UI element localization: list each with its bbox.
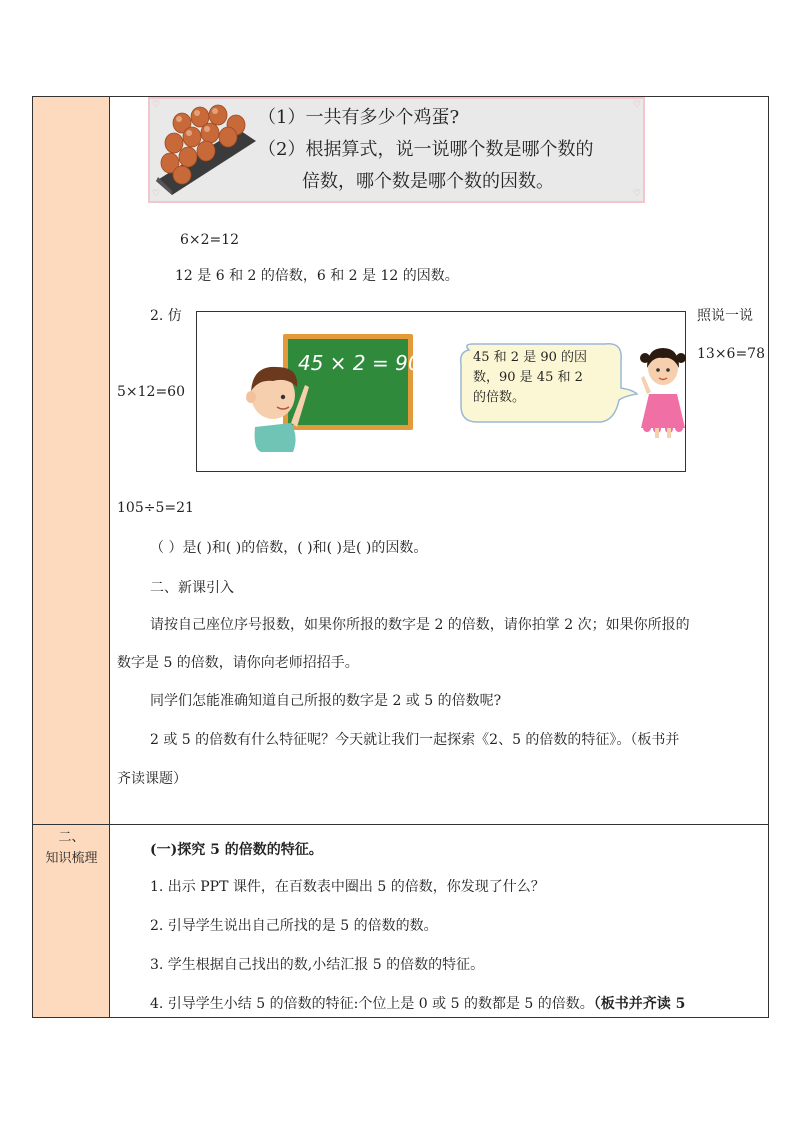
girl-icon bbox=[639, 338, 687, 438]
heart-corner-icon: ♡ bbox=[632, 189, 641, 199]
heart-corner-icon: ♡ bbox=[152, 189, 161, 199]
bubble-line-2: 数，90 是 45 和 2 bbox=[473, 370, 583, 385]
new-lesson-paragraph-3: 2 或 5 的倍数有什么特征呢？今天就让我们一起探索《2、5 的倍数的特征》。（板书并 bbox=[150, 732, 680, 748]
equation-105div5: 105÷5=21 bbox=[117, 500, 194, 516]
egg-question-banner bbox=[148, 97, 645, 203]
egg-question-2-cont: 倍数，哪个数是哪个数的因数。 bbox=[302, 171, 554, 192]
equation-13x6: 13×6=78 bbox=[697, 346, 765, 362]
heart-corner-icon: ♡ bbox=[632, 100, 641, 110]
boy-icon bbox=[243, 357, 313, 452]
imitate-suffix: 照说一说 bbox=[697, 308, 753, 324]
knowledge-item-4-bold: （板书并齐读 5 bbox=[593, 996, 686, 1012]
blackboard-equation: 45 × 2 = 90 bbox=[298, 351, 421, 375]
heart-corner-icon: ♡ bbox=[152, 100, 161, 110]
imitation-illustration bbox=[196, 311, 686, 472]
knowledge-heading: (一)探究 5 的倍数的特征。 bbox=[150, 842, 323, 858]
new-lesson-paragraph-3-cont: 齐读课题） bbox=[117, 771, 187, 787]
section-label-line1: 二、 bbox=[58, 830, 85, 845]
fill-in-blank-sentence: （ ）是( )和( )的倍数，( )和( )是( )的因数。 bbox=[150, 540, 428, 556]
section-label-line2: 知识梳理 bbox=[45, 851, 98, 866]
egg-question-2: （2）根据算式，说一说哪个数是哪个数的 bbox=[258, 139, 594, 160]
new-lesson-paragraph-1-cont: 数字是 5 的倍数，请你向老师招招手。 bbox=[117, 655, 359, 671]
multiple-factor-statement: 12 是 6 和 2 的倍数，6 和 2 是 12 的因数。 bbox=[175, 268, 459, 284]
bubble-line-3: 的倍数。 bbox=[473, 390, 526, 405]
new-lesson-paragraph-2: 同学们怎能准确知道自己所报的数字是 2 或 5 的倍数呢? bbox=[150, 693, 502, 709]
row-divider bbox=[33, 824, 768, 825]
knowledge-item-3: 3. 学生根据自己找出的数,小结汇报 5 的倍数的特征。 bbox=[150, 957, 485, 973]
egg-tray-image bbox=[152, 100, 260, 197]
imitate-prefix: 2. 仿 bbox=[150, 308, 182, 324]
knowledge-item-4 bbox=[150, 994, 685, 1014]
knowledge-item-2: 2. 引导学生说出自己所找的是 5 的倍数的数。 bbox=[150, 918, 438, 934]
section-label-column bbox=[33, 97, 110, 1017]
egg-question-1: （1）一共有多少个鸡蛋? bbox=[258, 107, 460, 128]
section-label-knowledge bbox=[33, 827, 110, 869]
knowledge-item-4-text: 4. 引导学生小结 5 的倍数的特征:个位上是 0 或 5 的数都是 5 的倍数。 bbox=[150, 996, 594, 1012]
new-lesson-paragraph-1: 请按自己座位序号报数，如果你所报的数字是 2 的倍数，请你拍掌 2 次；如果你所报的 bbox=[150, 617, 690, 633]
knowledge-item-1: 1. 出示 PPT 课件，在百数表中圈出 5 的倍数，你发现了什么？ bbox=[150, 879, 545, 895]
equation-5x12: 5×12=60 bbox=[117, 384, 185, 400]
new-lesson-heading: 二、新课引入 bbox=[150, 580, 234, 596]
equation-6x2: 6×2=12 bbox=[180, 232, 240, 248]
bubble-line-1: 45 和 2 是 90 的因 bbox=[473, 350, 588, 365]
